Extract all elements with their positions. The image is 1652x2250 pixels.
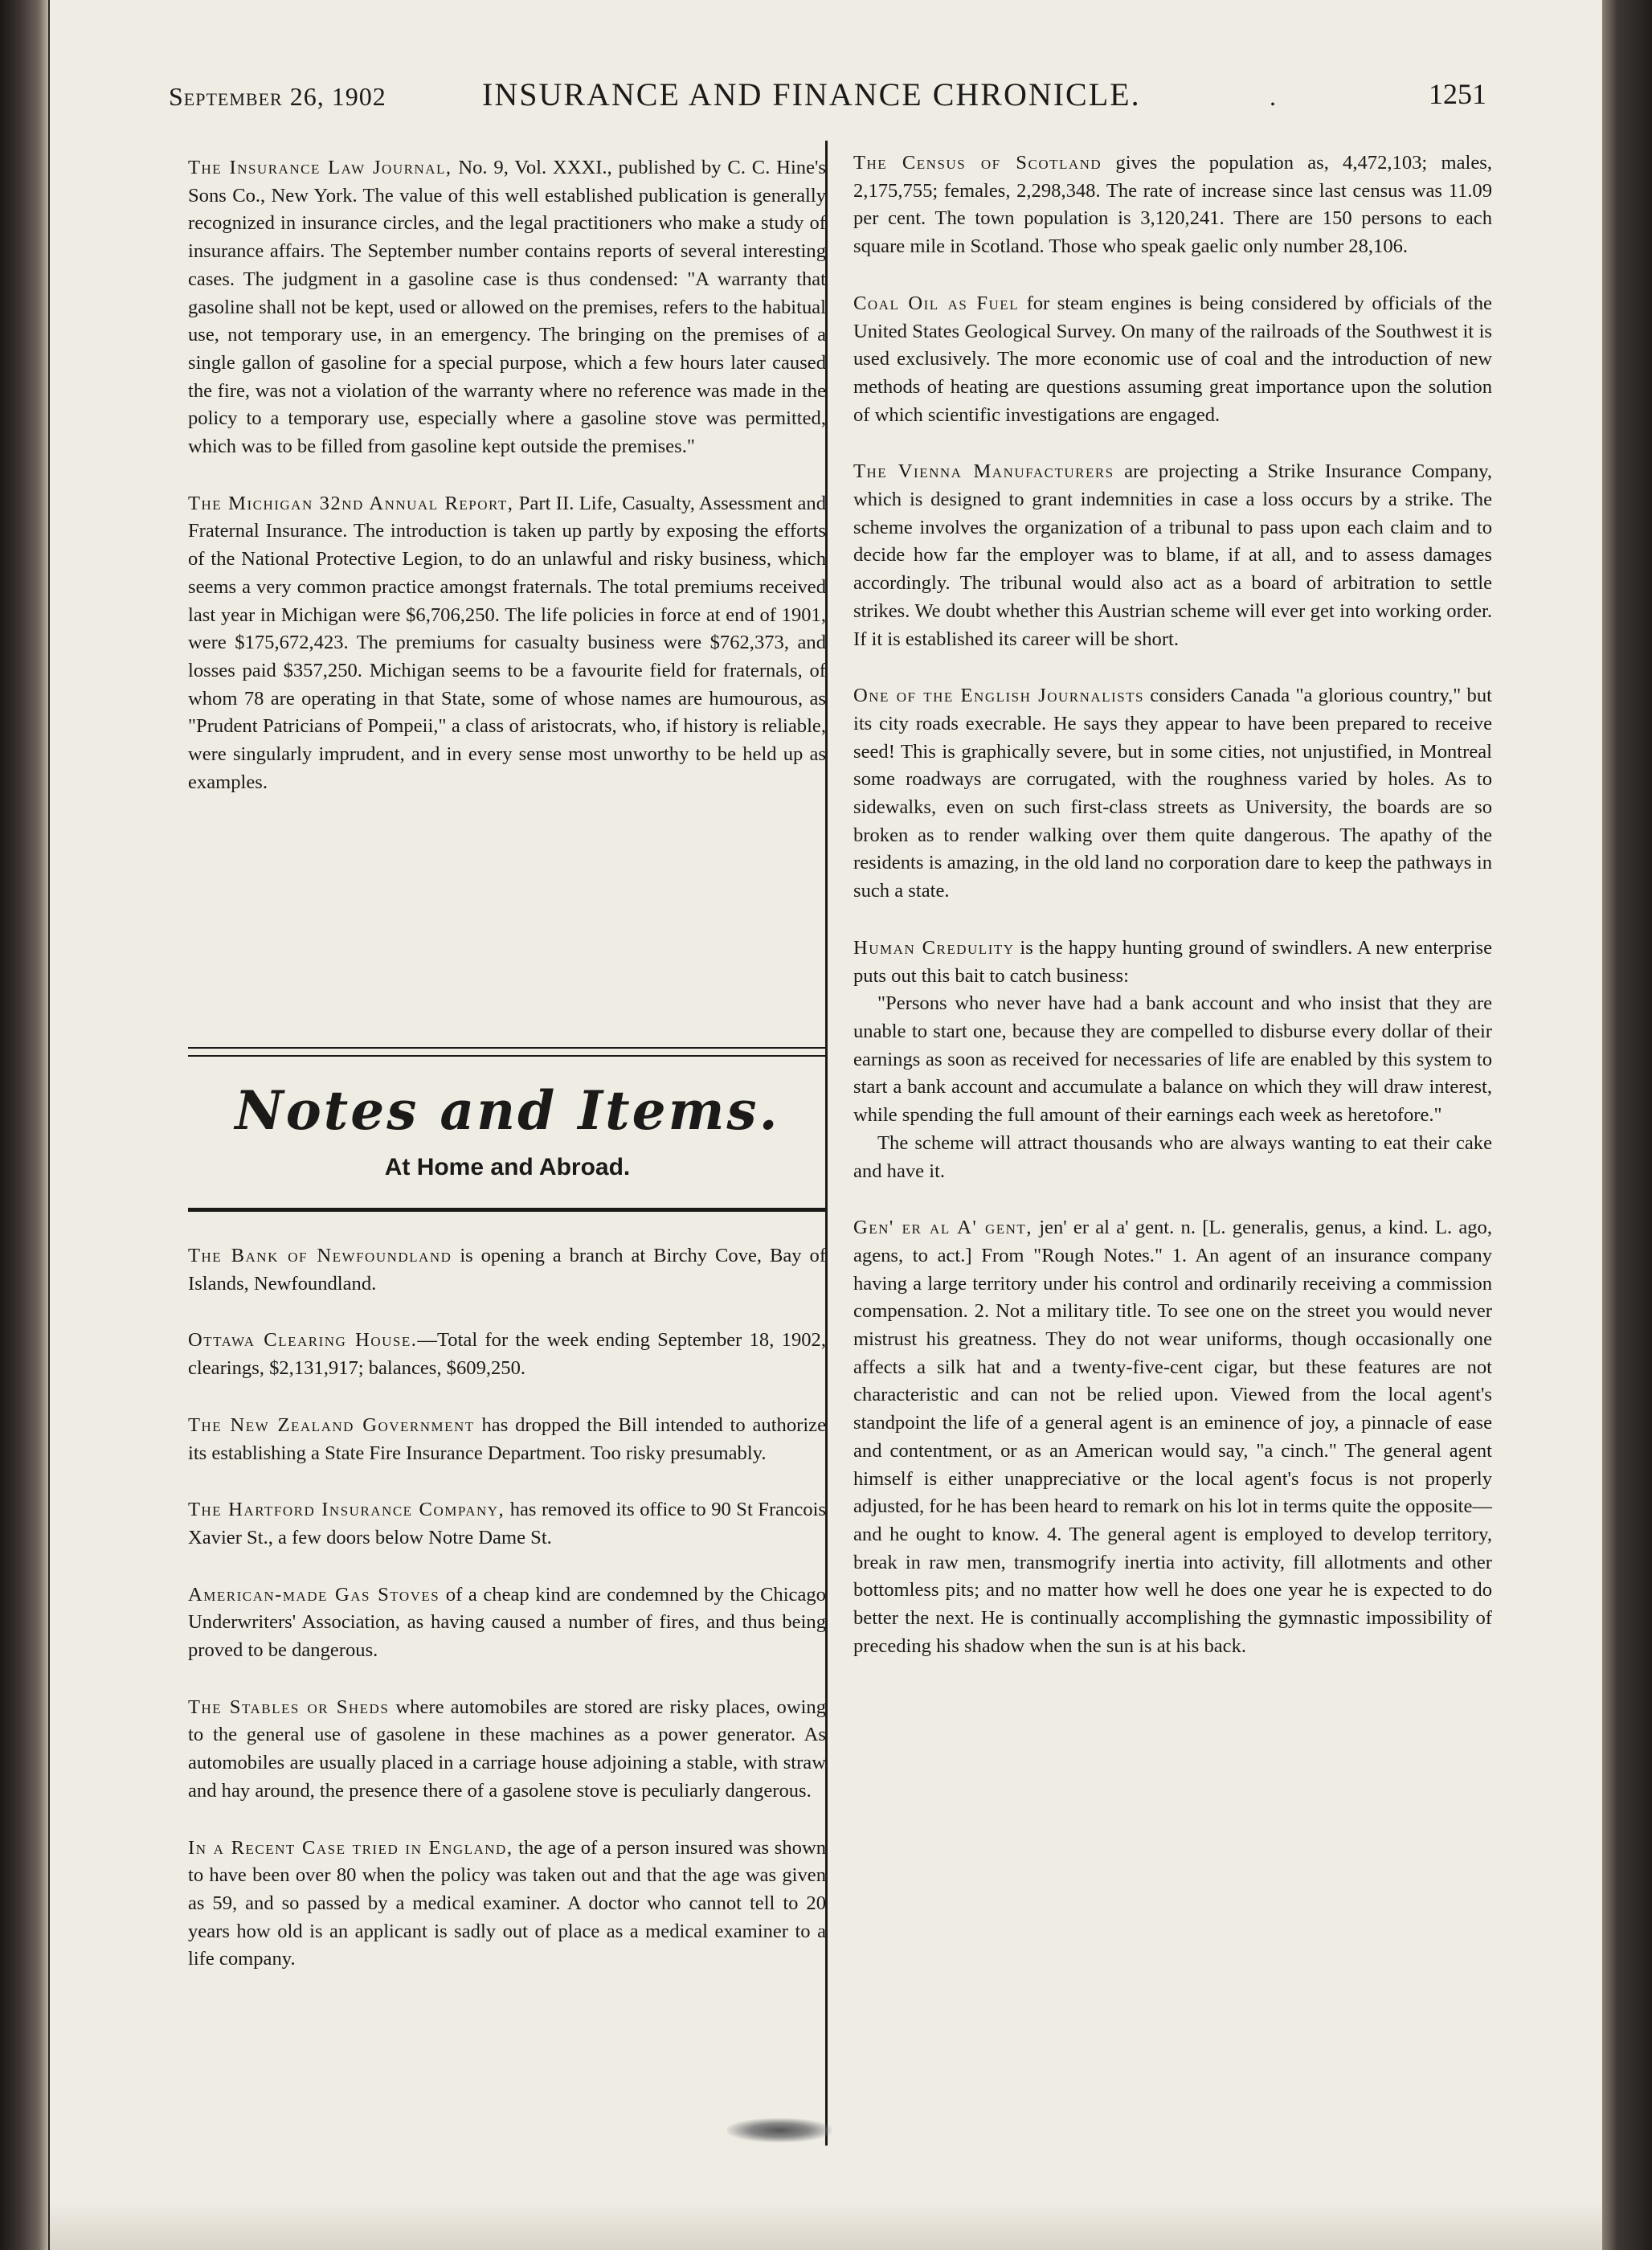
news-item-body: gives the population as, 4,472,103; males, 2,175,755; females, 2,298,348. The rate of increase since last census was 11.09 per cent. The town population is 3,120,241. There are 150 persons to each square mile in Scotland. Those who speak gaelic only number 28,106. [853,152,1492,258]
left-column-top [188,154,826,825]
news-item-body: are projecting a Strike Insurance Company, which is designed to grant indemnities in case a loss occurs by a strike. The scheme involves the organization of a tribunal to pass upon each claim and to decide how far the employer was to blame, if at all, and to assess damages accordingly. The tribunal would also act as a board of arbitration to settle strikes. We doubt whether this Austrian scheme will ever get into working order. If it is established its career will be short. [853,460,1493,650]
article-lead: The Michigan 32nd Annual Report, [188,492,514,514]
news-item [188,1835,826,1974]
news-item-body: the age of a person insured was shown to have been over 80 when the policy was taken out and that the age was given as 59, and so passed by a medical examiner. A doctor who cannot tell to 20 years how old is an applicant is sadly out of place as a medical examiner to a life company. [188,1836,826,1970]
news-item [853,290,1492,430]
section-title: Notes and Items. [235,1079,780,1142]
news-item-body: for steam engines is being considered by officials of the United States Geological Survey. On many of the railroads of the Southwest it is used exclusively. The more economic use of coal and the introduction of new methods of heating are questions assuming great importance upon the solution of which scientific investigations are engaged. [853,292,1492,426]
news-item-lead: Human Credulity [853,936,1015,959]
page-edge-shadow [1602,0,1652,2250]
news-item-lead: Coal Oil as Fuel [853,292,1020,314]
news-item-body: has dropped the Bill intended to authorize its establishing a State Fire Insurance Department. Too risky presumably. [188,1413,826,1464]
article-body: No. 9, Vol. XXXI., published by C. C. Hine's Sons Co., New York. The value of this well established publication is generally recognized in insurance circles, and the legal practitioners who make a study of insurance affairs. The September number contains reports of several interesting cases. The judgment in a gasoline case is thus condensed: "A warranty that gasoline shall not be kept, used or allowed on the premises, refers to the habitual use, not temporary use, in an emergency. The bringing on the premises of a single gallon of gasoline for a special purpose, which a few hours later caused the fire, was not a violation of the warranty where no reference was made in the policy to a temporary use, especially where a gasoline stove was permitted, which was to be filled from gasoline kept outside the premises." [188,157,826,458]
ink-smudge [727,2118,832,2142]
news-item-lead: The Vienna Manufacturers [853,460,1114,483]
page-number: 1251 [1429,78,1486,110]
news-item [188,1496,826,1552]
article-paragraph [188,490,826,797]
news-item [853,935,1492,990]
news-item-body: jen' er al a' gent. n. [L. generalis, genus, a kind. L. ago, agens, to act.] From "Rough Notes." 1. An agent of an insurance company having a large territory under his control and ordinarily receiving a commission compensation. 2. Not a military title. To see one on the street you would never mistrust his greatness. They do not wear uniforms, though occasionally one affects a silk hat and a twenty-five-cent cigar, but these features are not characteristic and can not be relied upon. Viewed from the local agent's standpoint the life of a general agent is an eminence of joy, a pinnacle of ease and contentment, or as an American would say, "a cinch." The general agent himself is either unappreciative or the local agent's focus is not properly adjusted, for he has been heard to remark on his lot in terms quite the opposite—and he ought to know. 4. The general agent is employed to develop territory, break in raw men, transmogrify inertia into activity, fill allotments and other bottomless pits; and no matter how well he does one year he is expected to do better the next. He is continually accomplishing the gymnastic impossibility of preceding his shadow when the sun is at his back. [853,1217,1492,1657]
article-body: Part II. Life, Casualty, Assessment and Fraternal Insurance. The introduction is taken up partly by exposing the efforts of the National Protective Legion, to do an unlawful and risky business, which seems a very common practice amongst fraternals. The total premiums received last year in Michigan were $6,706,250. The life policies in force at end of 1901, were $175,672,423. The premiums for casualty business were $762,373, and losses paid $357,250. Michigan seems to be a favourite field for fraternals, of whom 78 are operating in that State, some of whose names are humourous, as "Prudent Patricians of Pompeii," a class of aristocrats, who, if history is reliable, were singularly imprudent, and in every sense most unworthy to be held up as examples. [188,492,826,793]
news-item-lead: The Census of Scotland [853,152,1102,174]
page-bottom-shade [50,2202,1602,2250]
news-item-lead: The Bank of Newfoundland [188,1245,452,1266]
news-item-lead: The Stables or Sheds [188,1696,390,1718]
news-item-body: has removed its office to 90 St Francois Xavier St., a few doors below Notre Dame St. [188,1499,826,1548]
book-spine-shadow [0,0,48,2250]
news-item-lead: Gen' er al A' gent, [853,1217,1032,1239]
news-item-body: considers Canada "a glorious country," but its city roads execrable. He says they appear to have been prepared to receive seed! This is graphically severe, but in some cities, not unjustified, in Montreal some roadways are corrugated, with the roughness varied by holes. As to sidewalks, even on such first-class streets as University, the boards are so broken as to render walking over them quite dangerous. The apathy of the residents is amazing, in the old land no corporation dare to keep the pathways in such a state. [853,685,1492,902]
news-item [853,682,1492,906]
news-item [853,149,1492,261]
news-item-body: "Persons who never have had a bank account and who insist that they are unable to start one, because they are compelled to disburse every dollar of their earnings as soon as received for necessaries of life are enabled by this system to start a bank account and accumulate a balance on which they will draw interest, while spending the full amount of their earnings each week as heretofore." [853,992,1492,1127]
news-item-lead: One of the English Journalists [853,685,1144,707]
news-item [188,1694,826,1806]
news-item-body: —Total for the week ending September 18, 1902, clearings, $2,131,917; balances, $609,250. [188,1329,826,1380]
news-item-body: of a cheap kind are condemned by the Chicago Underwriters' Association, as having caused a number of fires, and thus being proved to be dangerous. [188,1583,826,1662]
quoted-paragraph [853,990,1492,1130]
news-item-lead: American-made Gas Stoves [188,1583,440,1606]
news-item-lead: The New Zealand Government [188,1413,475,1436]
news-item [853,1130,1492,1185]
news-item [188,1327,826,1382]
news-item [188,1412,826,1467]
news-item-lead: Ottawa Clearing House. [188,1329,418,1352]
header-date: September 26, 1902 [169,82,386,111]
news-item [853,458,1492,653]
page-header [169,72,1486,121]
publication-title: INSURANCE AND FINANCE CHRONICLE. [482,76,1141,112]
news-item-body: where automobiles are stored are risky places, owing to the general use of gasolene in these machines as a power generator. As automobiles are usually placed in a carriage house adjoining a stable, with straw and hay around, the presence there of a gasolene stove is peculiarly dangerous. [188,1696,827,1802]
news-item-body: is opening a branch at Birchy Cove, Bay of Islands, Newfoundland. [188,1245,827,1295]
section-double-rule [188,1047,827,1057]
section-thick-rule [188,1208,827,1212]
header-dot: . [1270,82,1276,111]
right-column [853,149,1492,1689]
left-column-bottom [188,1242,826,2002]
section-subtitle: At Home and Abroad. [384,1154,631,1180]
news-item-lead: In a Recent Case tried in England, [188,1836,513,1859]
article-paragraph [188,154,826,461]
article-lead: The Insurance Law Journal, [188,157,452,178]
news-item [853,1214,1492,1660]
news-item-body: is the happy hunting ground of swindlers. A new enterprise puts out this bait to catch business: [853,936,1492,987]
news-item-body: The scheme will attract thousands who are always wanting to eat their cake and have it. [853,1131,1492,1182]
news-item [188,1581,826,1665]
news-item-lead: The Hartford Insurance Company, [188,1499,505,1521]
news-item [188,1242,826,1298]
